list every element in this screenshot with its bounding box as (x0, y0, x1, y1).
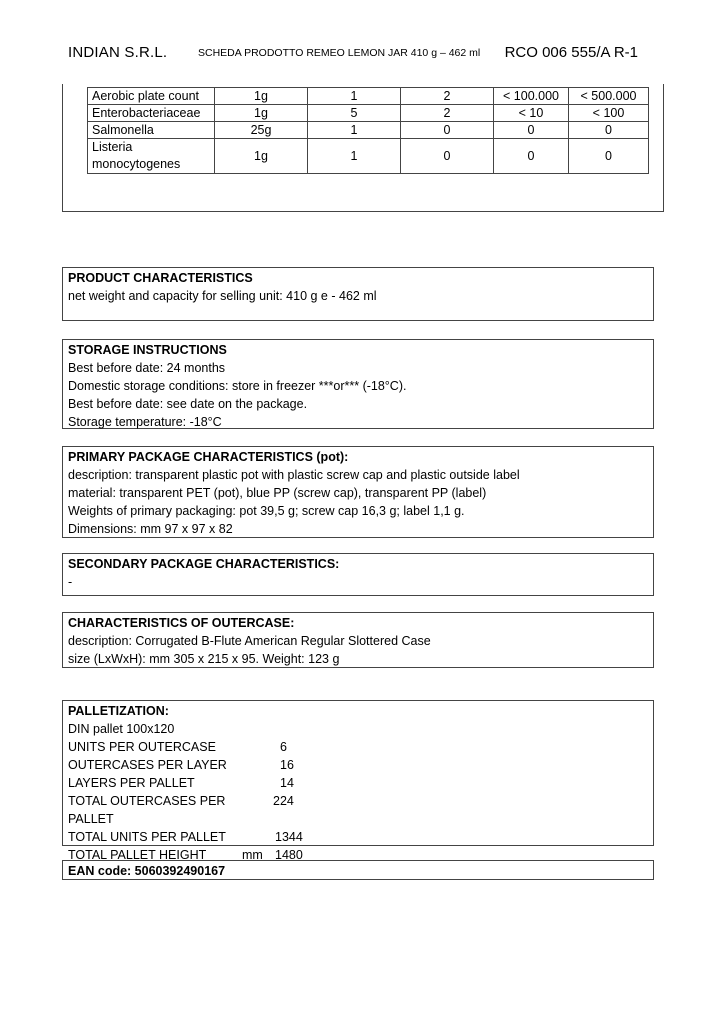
table-row (88, 105, 649, 122)
param-line: Listeria (92, 140, 133, 154)
section-line: Domestic storage conditions: store in freezer ***or*** (-18°C). (68, 379, 407, 393)
table-cell: < 10 (494, 105, 569, 122)
storage-instructions-section (62, 339, 654, 429)
section-title: STORAGE INSTRUCTIONS (68, 343, 227, 357)
table-cell: < 100.000 (494, 88, 569, 105)
table-cell: 0 (401, 122, 494, 139)
section-line: DIN pallet 100x120 (68, 722, 175, 736)
table-cell: 0 (569, 122, 649, 139)
pal-unit: mm (242, 848, 263, 862)
section-title: SECONDARY PACKAGE CHARACTERISTICS: (68, 557, 340, 571)
section-title: PALLETIZATION: (68, 704, 169, 718)
outercase-section (62, 612, 654, 668)
section-line: description: transparent plastic pot with plastic screw cap and plastic outside label (68, 468, 520, 482)
palletization-row (68, 792, 648, 828)
palletization-row (68, 774, 648, 792)
palletization-section (62, 700, 654, 862)
table-cell: 1 (308, 122, 401, 139)
table-cell: 0 (569, 139, 649, 174)
pal-value: 224 (273, 794, 294, 808)
pal-label: OUTERCASES PER LAYER (68, 758, 227, 772)
pal-value: 16 (280, 758, 294, 772)
param-line: monocytogenes (92, 157, 181, 171)
section-line: net weight and capacity for selling unit: 410 g e - 462 ml (68, 289, 377, 303)
section-title: PRODUCT CHARACTERISTICS (68, 271, 253, 285)
microbiological-box (62, 84, 664, 212)
palletization-row (68, 828, 648, 846)
page-header (68, 44, 638, 66)
table-cell: 0 (494, 139, 569, 174)
document-code: RCO 006 555/A R-1 (504, 44, 638, 61)
pal-label: TOTAL PALLET HEIGHT (68, 848, 207, 862)
pal-value: 14 (280, 776, 294, 790)
table-cell (88, 139, 215, 174)
pal-value: 1344 (275, 830, 303, 844)
table-cell: 1g (215, 105, 308, 122)
section-line: Best before date: see date on the package. (68, 397, 308, 411)
section-title: PRIMARY PACKAGE CHARACTERISTICS (pot): (68, 450, 349, 464)
table-cell: 1 (308, 139, 401, 174)
table-cell: < 500.000 (569, 88, 649, 105)
section-line: Dimensions: mm 97 x 97 x 82 (68, 522, 233, 536)
table-cell: 25g (215, 122, 308, 139)
palletization-row (68, 756, 648, 774)
table-cell: 2 (401, 88, 494, 105)
pal-value: 6 (280, 740, 287, 754)
company-name: INDIAN S.R.L. (68, 44, 168, 61)
primary-package-section (62, 446, 654, 538)
pal-value: 1480 (275, 848, 303, 862)
table-row (88, 88, 649, 105)
pal-label: TOTAL UNITS PER PALLET (68, 830, 226, 844)
table-cell: 2 (401, 105, 494, 122)
table-cell: 1g (215, 88, 308, 105)
table-cell: 0 (401, 139, 494, 174)
table-cell: Enterobacteriaceae (88, 105, 215, 122)
section-line: Weights of primary packaging: pot 39,5 g; screw cap 16,3 g; label 1,1 g. (68, 504, 465, 518)
table-cell: 5 (308, 105, 401, 122)
pal-label: LAYERS PER PALLET (68, 776, 195, 790)
section-title: CHARACTERISTICS OF OUTERCASE: (68, 616, 295, 630)
table-cell: Salmonella (88, 122, 215, 139)
secondary-package-section (62, 553, 654, 596)
ean-code: EAN code: 5060392490167 (68, 864, 226, 878)
section-line: material: transparent PET (pot), blue PP (screw cap), transparent PP (label) (68, 486, 487, 500)
table-cell: 0 (494, 122, 569, 139)
microbiological-table (87, 87, 649, 174)
table-cell: Aerobic plate count (88, 88, 215, 105)
section-line: Storage temperature: -18°C (68, 415, 222, 429)
pal-label: UNITS PER OUTERCASE (68, 740, 216, 754)
table-cell: < 100 (569, 105, 649, 122)
section-line: - (68, 575, 73, 589)
pal-label: TOTAL OUTERCASES PER PALLET (68, 794, 226, 826)
palletization-row (68, 738, 648, 756)
section-line: Best before date: 24 months (68, 361, 226, 375)
product-characteristics-section (62, 267, 654, 321)
section-line: size (LxWxH): mm 305 x 215 x 95. Weight: 123 g (68, 652, 340, 666)
table-row (88, 122, 649, 139)
document-title: SCHEDA PRODOTTO REMEO LEMON JAR 410 g – 462 ml (198, 47, 481, 59)
ean-section (62, 860, 654, 880)
section-line: description: Corrugated B-Flute American Regular Slottered Case (68, 634, 431, 648)
table-cell: 1 (308, 88, 401, 105)
table-cell: 1g (215, 139, 308, 174)
table-row (88, 139, 649, 174)
